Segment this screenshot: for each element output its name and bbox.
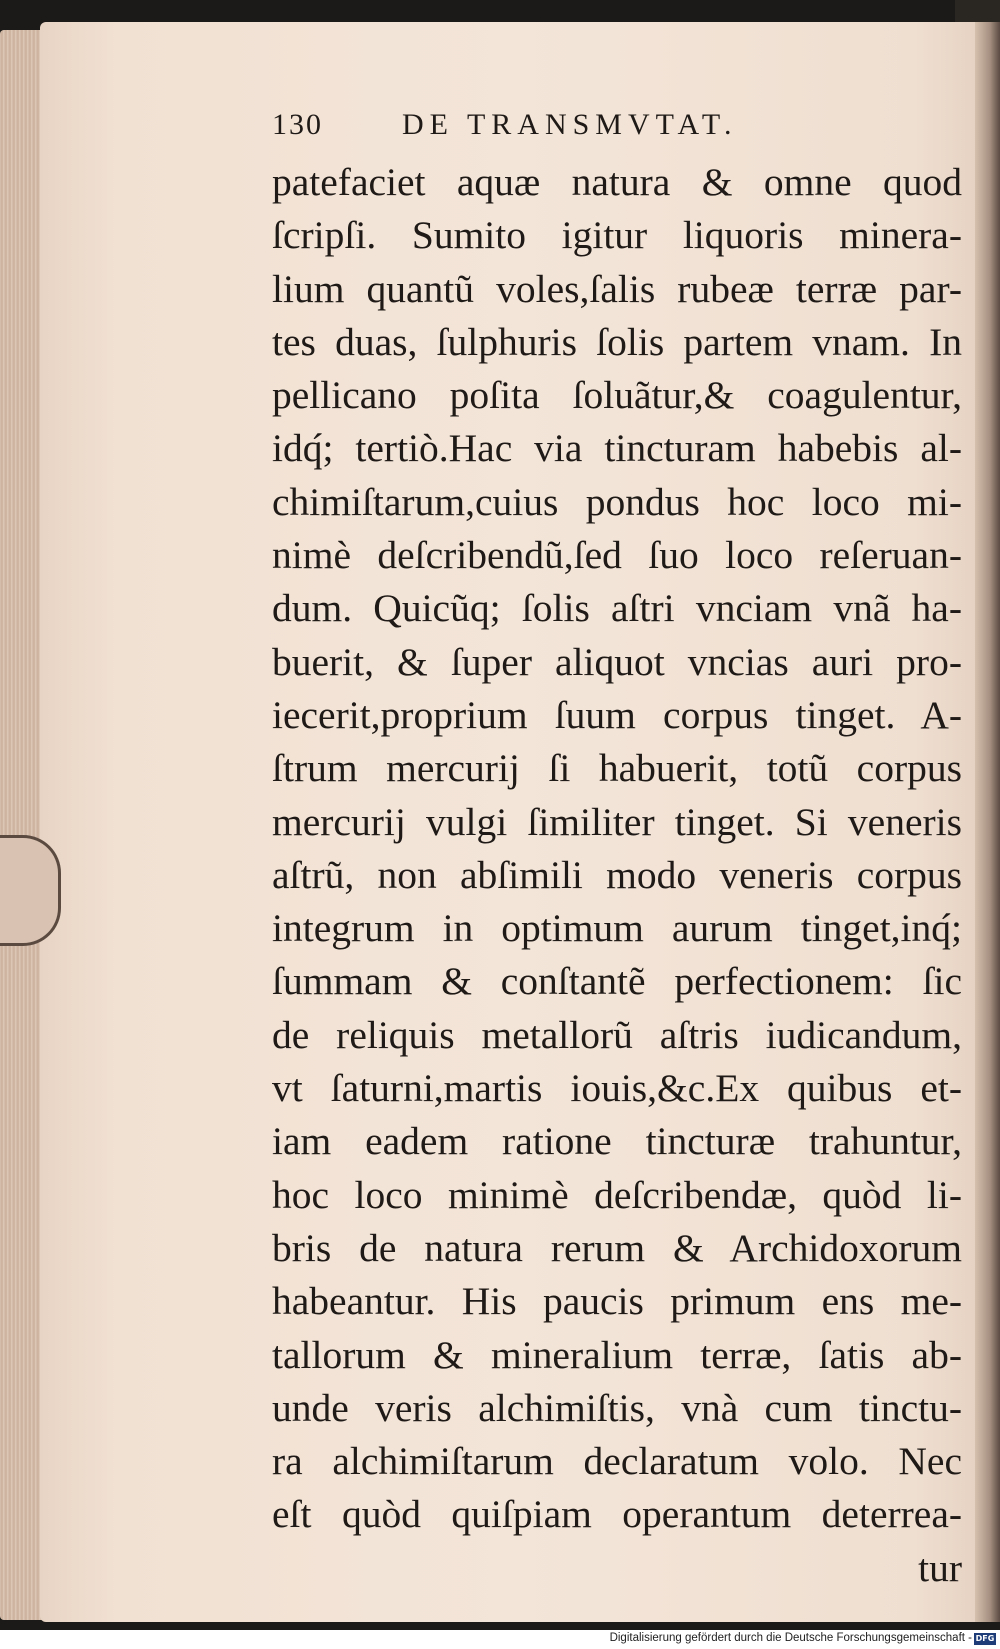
text-line: tallorum & mineralium terræ, ſatis ab- [272,1332,962,1377]
text-line: ſummam & conſtantẽ perfectionem: ſic [272,959,962,1004]
text-line: mercurij vulgi ſimiliter tinget. Si veneris [272,799,962,844]
text-line: de reliquis metallorũ aſtris iudicandum, [272,1012,962,1057]
text-line: eſt quòd quiſpiam operantum deterrea- [272,1492,962,1537]
text-line: tes duas, ſulphuris ſolis partem vnam. In [272,319,962,364]
text-line: pellicano poſita ſoluãtur,& coagulentur, [272,373,962,418]
text-line: bris de natura rerum & Archidoxorum [272,1225,962,1270]
footer-bar [0,1630,1000,1649]
text-line: aſtrũ, non abſimili modo veneris corpus [272,852,962,897]
text-line: ſcripſi. Sumito igitur liquoris minera- [272,213,962,258]
running-head-title: DE TRANSMVTAT. [402,108,738,141]
text-line: hoc loco minimè deſcribendæ, quòd li- [272,1172,962,1217]
text-line: dum. Quicũq; ſolis aſtri vnciam vnã ha- [272,586,962,631]
text-line: unde veris alchimiſtis, vnà cum tinctu- [272,1385,962,1430]
funding-credit: Digitalisierung gefördert durch die Deutsche Forschungsgemeinschaft - [609,1632,972,1644]
text-line: habeantur. His paucis primum ens me- [272,1279,962,1324]
text-block [272,108,972,1595]
book-clasp-tab [0,835,61,946]
body-text [272,156,972,1595]
text-line: iecerit,proprium ſuum corpus tinget. A- [272,692,962,737]
text-line: idq́; tertiò.Hac via tincturam habebis al- [272,426,962,471]
book-binding-edge [975,22,1000,1622]
text-line: buerit, & ſuper aliquot vncias auri pro- [272,639,962,684]
running-head [272,108,972,152]
text-line: vt ſaturni,martis iouis,&c.Ex quibus et- [272,1066,962,1111]
text-line: ſtrum mercurij ſi habuerit, totũ corpus [272,746,962,791]
text-line: nimè deſcribendũ,ſed ſuo loco reſeruan- [272,533,962,578]
text-line: chimiſtarum,cuius pondus hoc loco mi- [272,479,962,524]
text-line: iam eadem ratione tincturæ trahuntur, [272,1119,962,1164]
text-line: integrum in optimum aurum tinget,inq́; [272,906,962,951]
text-line: lium quantũ voles,ſalis rubeæ terræ par- [272,266,962,311]
dfg-logo: DFG [975,1634,995,1643]
catchword: tur [918,1545,962,1590]
page-number: 130 [272,108,323,141]
text-line: ra alchimiſtarum declaratum volo. Nec [272,1439,962,1484]
text-line: patefaciet aquæ natura & omne quod [272,160,962,204]
